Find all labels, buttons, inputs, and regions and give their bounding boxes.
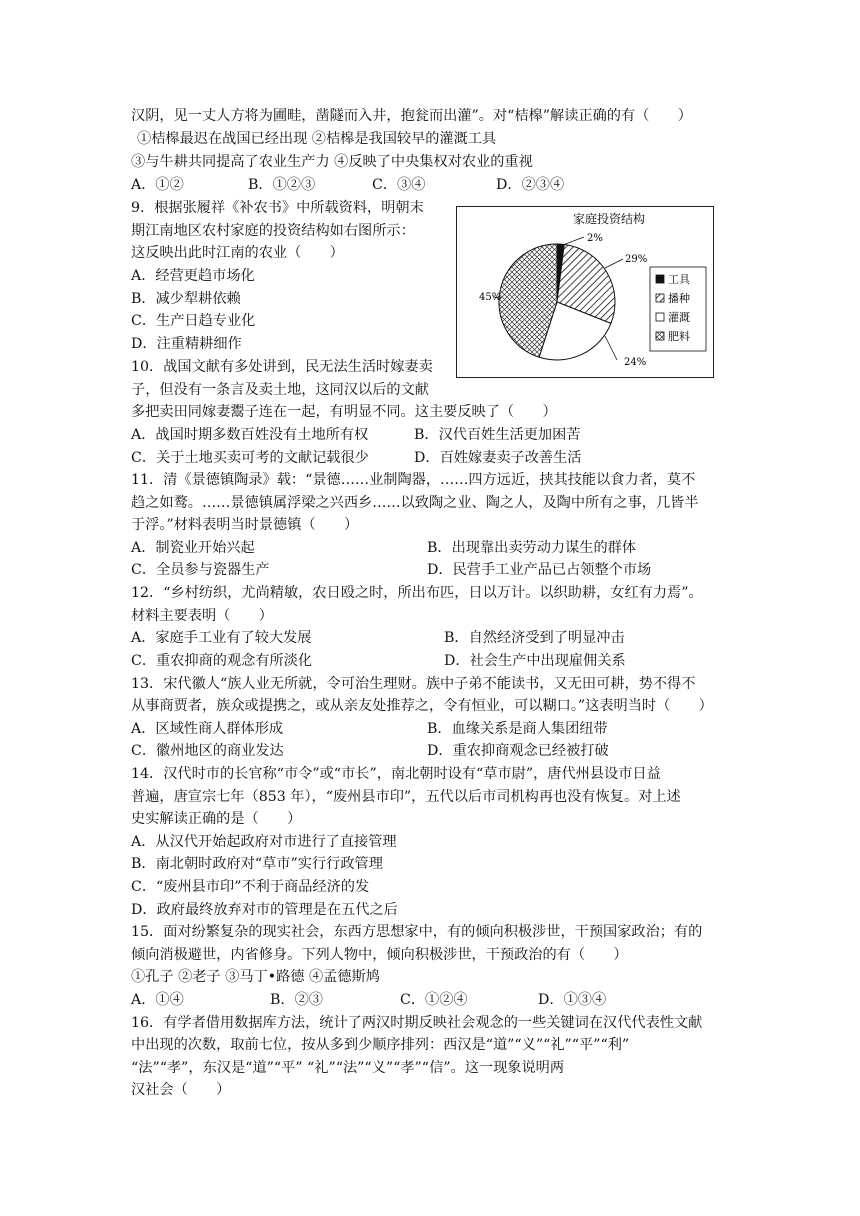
q15-option-c[interactable]: C．①②④ bbox=[400, 992, 468, 1008]
pie-leader-line bbox=[560, 237, 584, 246]
q15-option-b[interactable]: B．②③ bbox=[270, 992, 323, 1008]
q10-option-b[interactable]: B．汉代百姓生活更加困苦 bbox=[414, 427, 581, 443]
q8-statements-1: ①桔槔最迟在战国已经出现 ②桔槔是我国较早的灌溉工具 bbox=[137, 131, 497, 147]
q15-stem-3: ①孔子 ②老子 ③马丁•路德 ④孟德斯鸠 bbox=[131, 969, 380, 985]
pie-leader-line bbox=[605, 259, 623, 268]
q16-stem-1: 16．有学者借用数据库方法，统计了两汉时期反映社会观念的一些关键词在汉代代表性文献 bbox=[131, 1015, 703, 1031]
q11-option-b[interactable]: B．出现靠出卖劳动力谋生的群体 bbox=[427, 540, 637, 556]
q8-option-a[interactable]: A．①② bbox=[131, 177, 184, 193]
investment-pie-chart bbox=[456, 206, 714, 378]
q11-stem-3: 于浮。”材料表明当时景德镇（ ） bbox=[131, 517, 359, 533]
q16-stem-4: 汉社会（ ） bbox=[131, 1082, 231, 1098]
q10-stem-3: 多把卖田同嫁妻鬻子连在一起，有明显不同。这主要反映了（ ） bbox=[131, 404, 557, 420]
q13-option-d[interactable]: D．重农抑商观念已经被打破 bbox=[427, 743, 609, 759]
q9-option-c[interactable]: C．生产日趋专业化 bbox=[131, 313, 256, 329]
legend-label-工具: 工具 bbox=[668, 273, 690, 286]
legend-label-肥料: 肥料 bbox=[668, 330, 690, 343]
q12-stem-2: 材料主要表明（ ） bbox=[131, 608, 273, 624]
q9-option-a[interactable]: A．经营更趋市场化 bbox=[131, 268, 255, 284]
q8-statements-2: ③与牛耕共同提高了农业生产力 ④反映了中央集权对农业的重视 bbox=[131, 154, 533, 170]
q12-option-a[interactable]: A．家庭手工业有了较大发展 bbox=[131, 630, 312, 646]
q11-option-a[interactable]: A．制瓷业开始兴起 bbox=[131, 540, 255, 556]
q12-stem-1: 12．“乡村纺织，尤尚精敏，农日殴之时，所出布匹，日以万计。以织助耕，女红有力焉”。 bbox=[131, 585, 703, 601]
pie-data-label: 24% bbox=[624, 357, 647, 368]
q13-option-a[interactable]: A．区域性商人群体形成 bbox=[131, 721, 284, 737]
q11-stem-1: 11．清《景德镇陶录》载：“景德……业制陶器，……四方远近，挟其技能以食力者，莫不 bbox=[131, 472, 696, 488]
q14-stem-3: 史实解读正确的是（ ） bbox=[131, 811, 302, 827]
q12-option-b[interactable]: B．自然经济受到了明显冲击 bbox=[444, 630, 625, 646]
q16-stem-2: 中出现的次数，取前七位，按从多到少顺序排列：西汉是“道”“义”“礼”“平”“利” bbox=[131, 1037, 630, 1053]
q12-option-c[interactable]: C．重农抑商的观念有所淡化 bbox=[131, 653, 313, 669]
q11-stem-2: 趋之如鹜。……景德镇属浮梁之兴西乡……以致陶之业、陶之人，及陶中所有之事，几皆半 bbox=[131, 495, 699, 511]
q14-option-b[interactable]: B．南北朝时政府对“草市”实行行政管理 bbox=[131, 856, 383, 872]
chart-title: 家庭投资结构 bbox=[572, 212, 646, 226]
q9-stem-2: 期江南地区农村家庭的投资结构如右图所示： bbox=[131, 223, 415, 239]
q8-option-b[interactable]: B．①②③ bbox=[248, 177, 316, 193]
q15-option-d[interactable]: D．①③④ bbox=[538, 992, 607, 1008]
q14-option-d[interactable]: D．政府最终放弃对市的管理是在五代之后 bbox=[131, 902, 398, 918]
q14-option-a[interactable]: A．从汉代开始起政府对市进行了直接管理 bbox=[131, 834, 397, 850]
legend-swatch-播种 bbox=[656, 294, 664, 302]
q12-option-d[interactable]: D．社会生产中出现雇佣关系 bbox=[444, 653, 626, 669]
q9-stem-1: 9．根据张履祥《补农书》中所载资料，明朝末 bbox=[131, 200, 424, 216]
q10-stem-1: 10．战国文献有多处讲到，民无法生活时嫁妻卖 bbox=[131, 359, 433, 375]
q15-option-a[interactable]: A．①④ bbox=[131, 992, 184, 1008]
q8-stem-line: 汉阴，见一丈人方将为圃畦，凿隧而入井，抱瓮而出灌”。对“桔槔”解读正确的有（ ） bbox=[131, 108, 692, 124]
q11-option-c[interactable]: C．全员参与瓷器生产 bbox=[131, 562, 270, 578]
q15-stem-1: 15．面对纷繁复杂的现实社会，东西方思想家中，有的倾向积极涉世，干预国家政治；有的 bbox=[131, 924, 703, 940]
q14-stem-2: 普遍，唐宣宗七年（853 年），“废州县市印”，五代以后市司机构再也没有恢复。对上述 bbox=[131, 789, 681, 805]
q16-stem-3: “法”“孝”，东汉是“道”“平” “礼”“法”“义”“孝”“信”。这一现象说明两 bbox=[131, 1060, 565, 1076]
pie-svg bbox=[457, 207, 713, 377]
legend-label-灌溉: 灌溉 bbox=[668, 311, 690, 324]
q9-option-d[interactable]: D．注重精耕细作 bbox=[131, 336, 242, 352]
legend-swatch-工具 bbox=[656, 275, 664, 283]
q8-option-c[interactable]: C．③④ bbox=[372, 177, 426, 193]
q13-option-b[interactable]: B．血缘关系是商人集团纽带 bbox=[427, 721, 608, 737]
q14-option-c[interactable]: C．“废州县市印”不利于商品经济的发 bbox=[131, 879, 370, 895]
q15-stem-2: 倾向消极避世，内省修身。下列人物中，倾向积极涉世，干预政治的有（ ） bbox=[131, 947, 628, 963]
pie-data-label: 29% bbox=[625, 254, 648, 265]
legend-swatch-灌溉 bbox=[656, 313, 664, 321]
q9-stem-3: 这反映出此时江南的农业（ ） bbox=[131, 245, 344, 261]
q9-option-b[interactable]: B．减少犁耕依赖 bbox=[131, 291, 241, 307]
q13-stem-2: 从事商贾者，族众或提携之，或从亲友处推荐之，令有恒业，可以糊口。”这表明当时（ ） bbox=[131, 698, 713, 714]
q10-option-c[interactable]: C．关于土地买卖可考的文献记载很少 bbox=[131, 450, 369, 466]
pie-data-label: 2% bbox=[587, 233, 603, 244]
q13-stem-1: 13．宋代徽人“族人业无所就，令可治生理财。族中子弟不能读书，又无田可耕，势不得不 bbox=[131, 676, 696, 692]
q10-option-d[interactable]: D．百姓嫁妻卖子改善生活 bbox=[414, 450, 582, 466]
pie-data-label: 45% bbox=[479, 292, 502, 303]
q8-option-d[interactable]: D．②③④ bbox=[496, 177, 565, 193]
q11-option-d[interactable]: D．民营手工业产品已占领整个市场 bbox=[427, 562, 652, 578]
legend-label-播种: 播种 bbox=[668, 292, 690, 305]
pie-leader-line bbox=[605, 336, 617, 360]
q14-stem-1: 14．汉代时市的长官称“市令”或“市长”，南北朝时设有“草市尉”，唐代州县设市日益 bbox=[131, 766, 661, 782]
q10-stem-2: 子，但没有一条言及卖土地，这同汉以后的文献 bbox=[131, 382, 429, 398]
q10-option-a[interactable]: A．战国时期多数百姓没有土地所有权 bbox=[131, 427, 369, 443]
legend-swatch-肥料 bbox=[656, 332, 664, 340]
q13-option-c[interactable]: C．徽州地区的商业发达 bbox=[131, 743, 284, 759]
